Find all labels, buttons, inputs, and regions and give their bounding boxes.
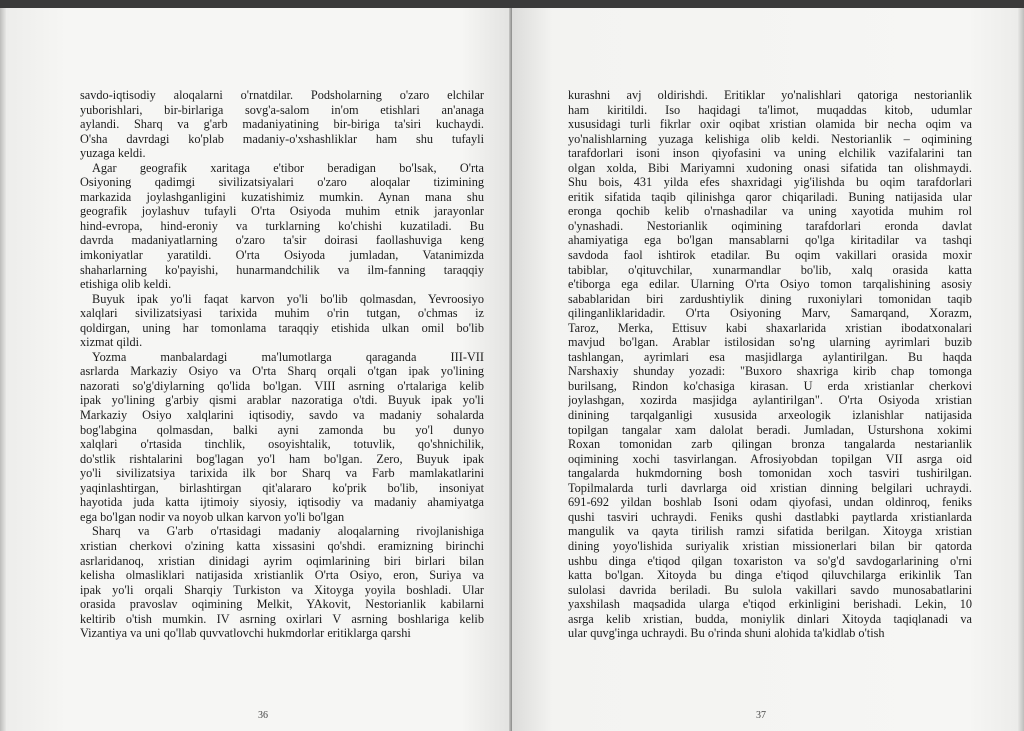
text-line: topilgan tangalar xam dalolat beradi. Jumladan, Usturshona xokimi — [568, 422, 972, 437]
text-line: Sharq va G'arb o'rtasidagi madaniy aloqalarning rivojlanishiga — [92, 524, 484, 539]
text-line: kurashni avj oldirishdi. Eritiklar yo'nalishlari qatoriga nestorianlik — [568, 88, 972, 102]
text-line: ega bo'lgan nodir va noyob ulkan karvon yo'li bo'lgan — [80, 509, 345, 524]
text-line: tarafdorlari isoni inson qiyofasini va uning elchilik vazifalarini tan — [568, 146, 972, 161]
text-line: tashlangan, ayrimlari esa masjidlarga aylantirilgan. Bu haqda — [568, 349, 972, 364]
text-line: keltirib o'tish mumkin. IV asrning oxirlari V asrning boshlariga kelib — [80, 611, 484, 626]
text-line: e'tiborga ega edilar. Ularning O'rta Osiyo tomon tarqalishining asosiy — [568, 277, 972, 292]
text-line: Yozma manbalardagi ma'lumotlarga qaraganda III-VII — [92, 349, 484, 364]
text-line: ushbu dinga e'tiqod qilgan toxariston va so'g'd savdogarlarining o'rni — [568, 553, 972, 568]
left-page-text — [80, 88, 484, 641]
text-line: o'ynashadi. Nestorianlik oqimining tarafdorlari eronda davlat — [568, 218, 972, 233]
right-page — [512, 8, 1018, 731]
text-line: sulolasi davrida beriladi. Bu sulola vakillari savdo munosabatlarini — [568, 582, 972, 597]
text-line: qilinganliklaridadir. O'rta Osiyoning Marv, Samarqand, Xorazm, — [568, 306, 972, 321]
text-line: Topilmalarda turli davrlarga oid xristian dinning belgilari uchraydi. — [568, 480, 972, 495]
right-page-number: 37 — [756, 710, 766, 721]
text-line: 691-692 yildan boshlab Isoni odam qiyofasi, undan oldinroq, feniks — [568, 495, 972, 510]
text-line: savdo-iqtisodiy aloqalarni o'rnatdilar. Podsholarning o'zaro elchilar — [80, 88, 484, 102]
text-line: Roxan tomonidan zarb qilingan bronza tangalarda nestarianlik — [568, 437, 972, 452]
text-line: eritik sifatida taqib qilinishga qaror chiqariladi. Buning natijasida ular — [568, 189, 972, 204]
text-line: ahamiyatiga ega bo'lgan mansablarni qo'lga kiritadilar va tashqi — [568, 233, 972, 248]
text-line: bog'labgina qolmasdan, balki ayni zamonda bu yo'l dunyo — [80, 422, 484, 437]
text-line: asrlaridanoq, xristian dinidagi ayrim oqimlarining biri birlari bilan — [80, 553, 484, 568]
right-page-text — [568, 88, 972, 641]
text-line: etishiga olib keldi. — [80, 277, 172, 292]
text-line: do'stlik rishtalarini bog'lagan yo'l ham bo'lgan. Zero, Buyuk ipak — [80, 451, 484, 466]
text-line: Buyuk ipak yo'li faqat karvon yo'li bo'lib qolmasdan, Yevroosiyo — [92, 291, 484, 306]
text-line: xalqlari o'rtasida tinchlik, osoyishtalik, totuvlik, qo'shnichilik, — [80, 437, 484, 452]
text-line: ipak yo'li orqali Sharqiy Turkiston va Xitoyga yoyila boshladi. Ular — [80, 582, 484, 597]
text-line: yo'li sivilizatsiya tarixida ilk bor Sharq va Farb mamlakatlarini — [80, 466, 484, 481]
text-line: burilsang, Rindon ko'chasiga kirasan. U erda xristianlar cherkovi — [568, 378, 972, 393]
text-line: ular quvg'inga uchraydi. Bu o'rinda shuni alohida ta'kidlab o'tish — [568, 626, 885, 641]
text-line: olgan xolda, Bibi Mariyamni xudoning onasi sifatida tan olishmaydi. — [568, 160, 972, 175]
text-line: Vizantiya va uni qo'llab quvvatlovchi hukmdorlar eritiklarga qarshi — [80, 626, 411, 641]
text-line: qoldirgan, uning har tomonlama taraqqiy etishida ulkan omil bo'lib — [80, 320, 484, 335]
text-line: dining yoyo'lishida suriyalik xristian missionerlari bilan bir qatorda — [568, 538, 972, 553]
left-page — [6, 8, 512, 731]
text-line: yuborishlari, bir-birlariga sovg'a-salom in'om etishlari an'anaga — [80, 102, 484, 117]
text-line: yuzaga keldi. — [80, 146, 146, 161]
text-line: eronga qochib kelib o'rnashadilar va uning xayotida muhim rol — [568, 204, 972, 219]
text-line: qushi tasviri uchraydi. Feniks qushi dastlabki paytlarda xristianlarda — [568, 509, 972, 524]
text-line: xristian cherkovi o'zining katta xissasini qo'shdi. eramizning birinchi — [80, 538, 484, 553]
text-line: orasida pravoslav oqimining Melkit, YAkovit, Nestorianlik kabilarni — [80, 597, 484, 612]
text-line: markazida joylashganligini kuzatishimiz mumkin. Aynan mana shu — [80, 189, 484, 204]
text-line: xalqlari sivilizatsiyasi tarixida muhim o'rin tutgan, o'chmas iz — [80, 306, 484, 321]
text-line: Agar geografik xaritaga e'tibor beradigan bo'lsak, O'rta — [92, 160, 484, 175]
text-line: oqimining xochi tasvirlangan. Afrosiyobdan topilgan VII asrga oid — [568, 451, 972, 466]
text-line: joylashgan, xozirda masjidga aylantirilgan". O'rta Osiyoda xristian — [568, 393, 972, 408]
text-line: ipak yo'lining g'arbiy qismi arablar nazoratiga o'tdi. Buyuk ipak yo'li — [80, 393, 484, 408]
text-line: asrlarda Markaziy Osiyo va O'rta Sharq orqali o'tgan ipak yo'lining — [80, 364, 484, 379]
text-line: shaharlarning ko'payishi, hunarmandchilik va ilm-fanning taraqqiy — [80, 262, 484, 277]
text-line: asrga kelib xristian, budda, moniylik dinlari Xitoyda taqiqlanadi va — [568, 611, 972, 626]
text-line: davrda madaniyatlarning o'zaro ta'sir doirasi faollashuviga keng — [80, 233, 484, 248]
text-line: mavjud bo'lgan. Arablar istilosidan so'ng ularning ayrimlari buzib — [568, 335, 972, 350]
text-line: yaqinlashtirgan, birlashtirgan qit'alararo ko'prik bo'lib, insoniyat — [80, 480, 484, 495]
text-line: Taroz, Merka, Ettisuv kabi shaxarlarida xristian ibodatxonalari — [568, 320, 972, 335]
text-line: aylandi. Sharq va g'arb madaniyatining bir-biriga ta'siri kuchaydi. — [80, 117, 484, 132]
book-edge-right — [1018, 8, 1024, 731]
text-line: xizmat qildi. — [80, 335, 143, 350]
text-line: ham kiritildi. Iso haqidagi ta'limot, muqaddas kitob, udumlar — [568, 102, 972, 117]
text-line: Shu bois, 431 yilda efes shaxridagi yig'ilishda bu oqim tarafdorlari — [568, 175, 972, 190]
text-line: geografik joylashuv tufayli O'rta Osiyoda muhim etnik jarayonlar — [80, 204, 484, 219]
text-line: katta bo'lgan. Xitoyda bu dinga e'tiqod qiluvchilarga erikinlik Tan — [568, 568, 972, 583]
text-line: O'sha davrdagi ko'plab madaniy-o'xshashliklar ham shu tufayli — [80, 131, 484, 146]
text-line: kelisha olmasliklari natijasida xristianlik O'rta Osiyo, eron, Suriya va — [80, 568, 484, 583]
text-line: savdoda faol ishtirok etadilar. Bu oqim vakillari orasida moxir — [568, 248, 972, 263]
text-line: yo'nalishlarning yuzaga kelishiga olib keldi. Nestorianlik – oqimining — [568, 131, 972, 146]
text-line: Markaziy Osiyo xalqlarini iqtisodiy, savdo va madaniy sohalarda — [80, 408, 484, 423]
text-line: Osiyoning qadimgi sivilizatsiyalari o'zaro aloqalar tizimining — [80, 175, 484, 190]
text-line: Narshaxiy shunday yozadi: "Buxoro shaxriga kirib chap tomonga — [568, 364, 972, 379]
text-line: hayotida juda katta ijtimoiy siyosiy, iqtisodiy va madaniy ahamiyatga — [80, 495, 484, 510]
text-line: dinining tarqalganligi xususida arxeologik izlanishlar natijasida — [568, 408, 972, 423]
text-line: xususidagi turli fikrlar oxir oqibat xristian olamida bir necha oqim va — [568, 117, 972, 132]
text-line: tabiblar, o'qituvchilar, xunarmandlar bo'lib, xalq orasida katta — [568, 262, 972, 277]
text-line: sabablaridan biri zardushtiylik dining ruxoniylari tomonidan taqib — [568, 291, 972, 306]
text-line: imkoniyatlar yaratildi. O'rta Osiyoda jumladan, Vatanimizda — [80, 248, 484, 263]
text-line: yaxshilash maqsadida ularga e'tiqod erkinligini berishadi. Lekin, 10 — [568, 597, 972, 612]
text-line: nazorati so'g'diylarning qo'lida bo'lgan. VIII asrning o'rtalariga kelib — [80, 378, 484, 393]
text-line: mangulik va qayta tirilish ramzi sifatida berilgan. Xitoyga xristian — [568, 524, 972, 539]
left-page-number: 36 — [258, 710, 268, 721]
text-line: tangalarda hukmdorning bosh tomonidan xoch tasviri tushirilgan. — [568, 466, 972, 481]
text-line: hind-evropa, hind-eroniy va turklarning ko'chishi kuzatiladi. Bu — [80, 218, 484, 233]
